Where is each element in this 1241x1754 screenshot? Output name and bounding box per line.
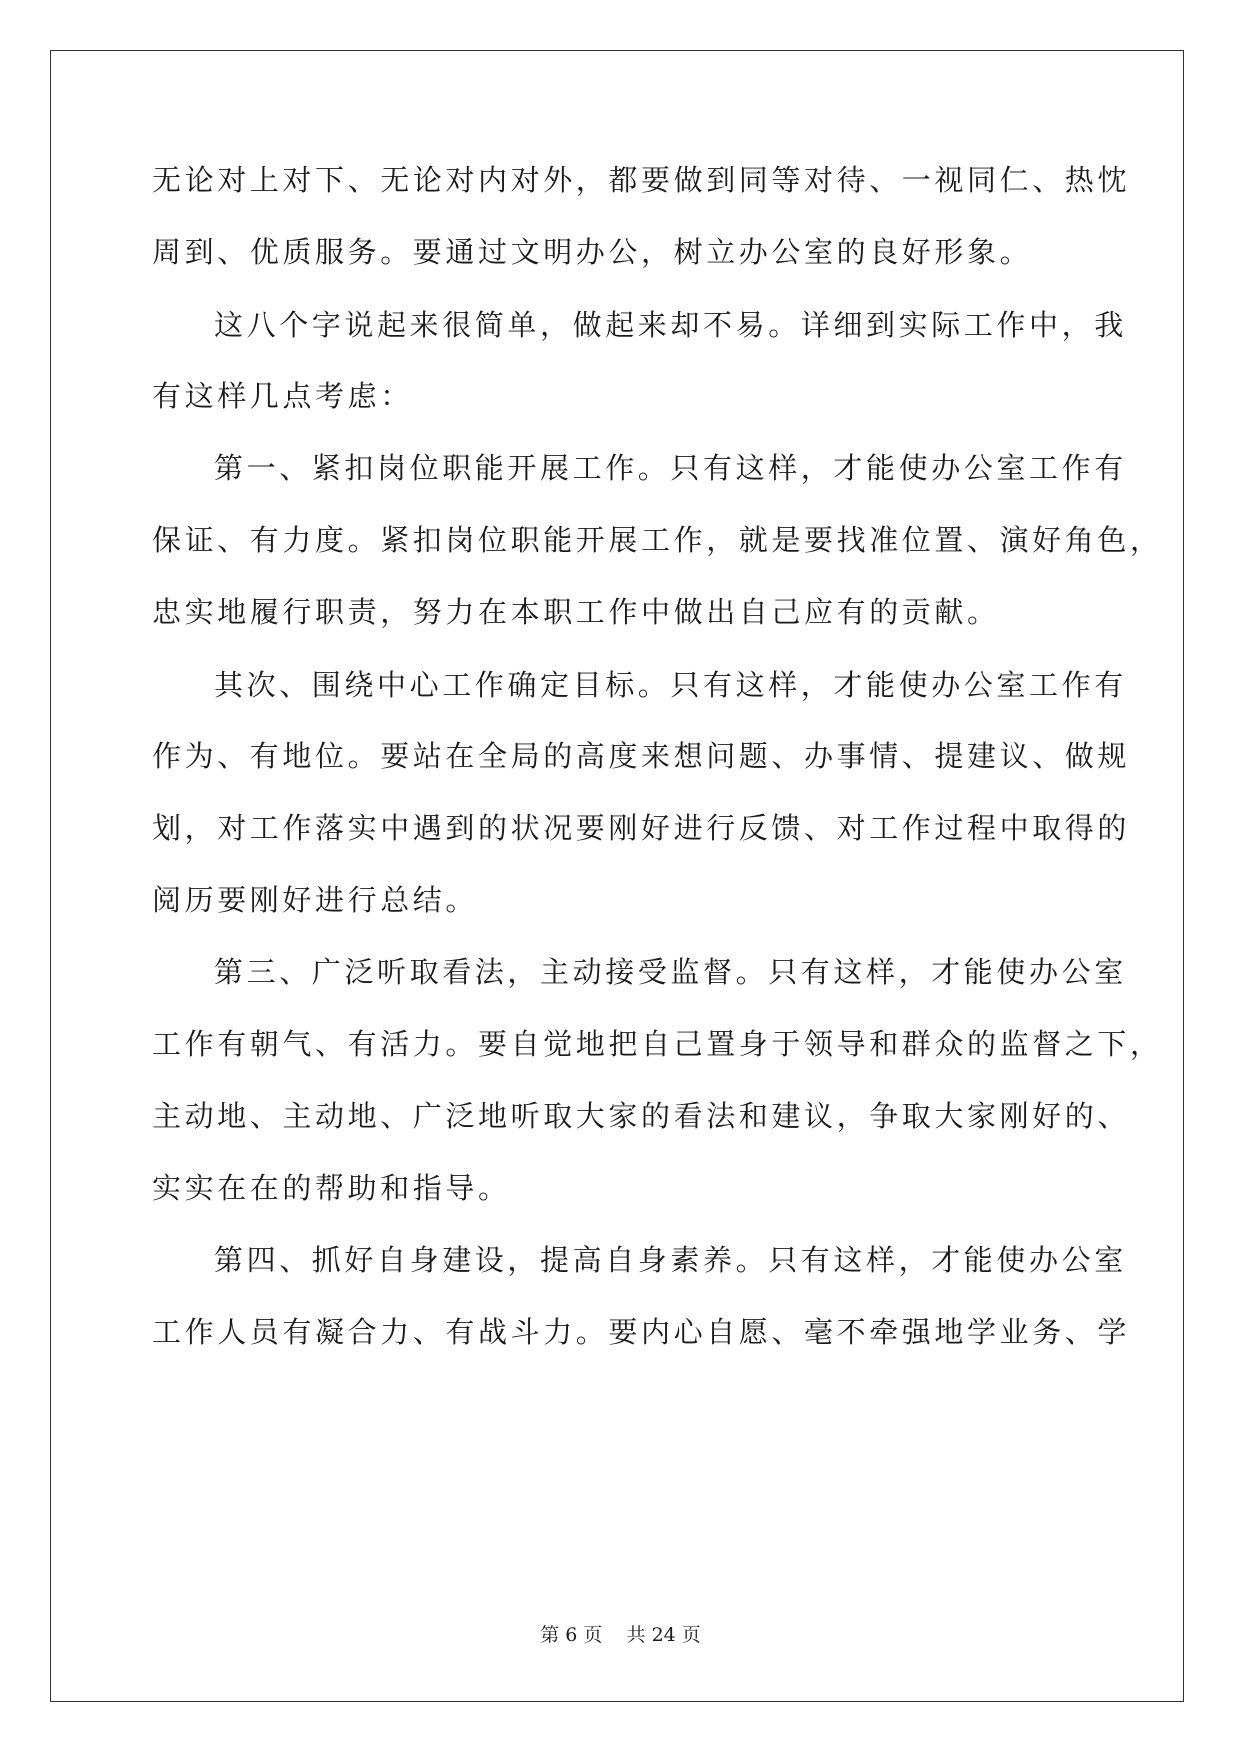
paragraph-start-line: 第一、紧扣岗位职能开展工作。只有这样，才能使办公室工作有 — [214, 451, 1127, 485]
text-line: 作为、有地位。要站在全局的高度来想问题、办事情、提建议、做规 — [152, 739, 1131, 773]
paragraph-start-line: 第三、广泛听取看法，主动接受监督。只有这样，才能使办公室 — [214, 955, 1127, 989]
paragraph-start-line: 其次、围绕中心工作确定目标。只有这样，才能使办公室工作有 — [214, 668, 1127, 702]
paragraph-start-line: 这八个字说起来很简单，做起来却不易。详细到实际工作中，我 — [214, 308, 1127, 342]
page-border — [50, 50, 1184, 1702]
text-line: 阅历要刚好进行总结。 — [152, 883, 479, 917]
page-footer — [0, 1620, 1241, 1647]
text-line: 忠实地履行职责，努力在本职工作中做出自己应有的贡献。 — [152, 595, 1000, 629]
text-line: 周到、优质服务。要通过文明办公，树立办公室的良好形象。 — [152, 235, 1033, 269]
text-line: 保证、有力度。紧扣岗位职能开展工作，就是要找准位置、演好角色， — [152, 523, 1163, 557]
text-line: 主动地、主动地、广泛地听取大家的看法和建议，争取大家刚好的、 — [152, 1099, 1131, 1133]
text-line: 工作有朝气、有活力。要自觉地把自己置身于领导和群众的监督之下， — [152, 1027, 1163, 1061]
paragraph-start-line: 第四、抓好自身建设，提高自身素养。只有这样，才能使办公室 — [214, 1243, 1127, 1277]
text-line: 无论对上对下、无论对内对外，都要做到同等对待、一视同仁、热忱 — [152, 163, 1131, 197]
page-number: 第 6 页 共 24 页 — [540, 1624, 701, 1646]
text-line: 划，对工作落实中遇到的状况要刚好进行反馈、对工作过程中取得的 — [152, 811, 1131, 845]
text-line: 工作人员有凝合力、有战斗力。要内心自愿、毫不牵强地学业务、学 — [152, 1315, 1131, 1349]
text-line: 有这样几点考虑： — [152, 379, 413, 413]
text-line: 实实在在的帮助和指导。 — [152, 1171, 511, 1205]
